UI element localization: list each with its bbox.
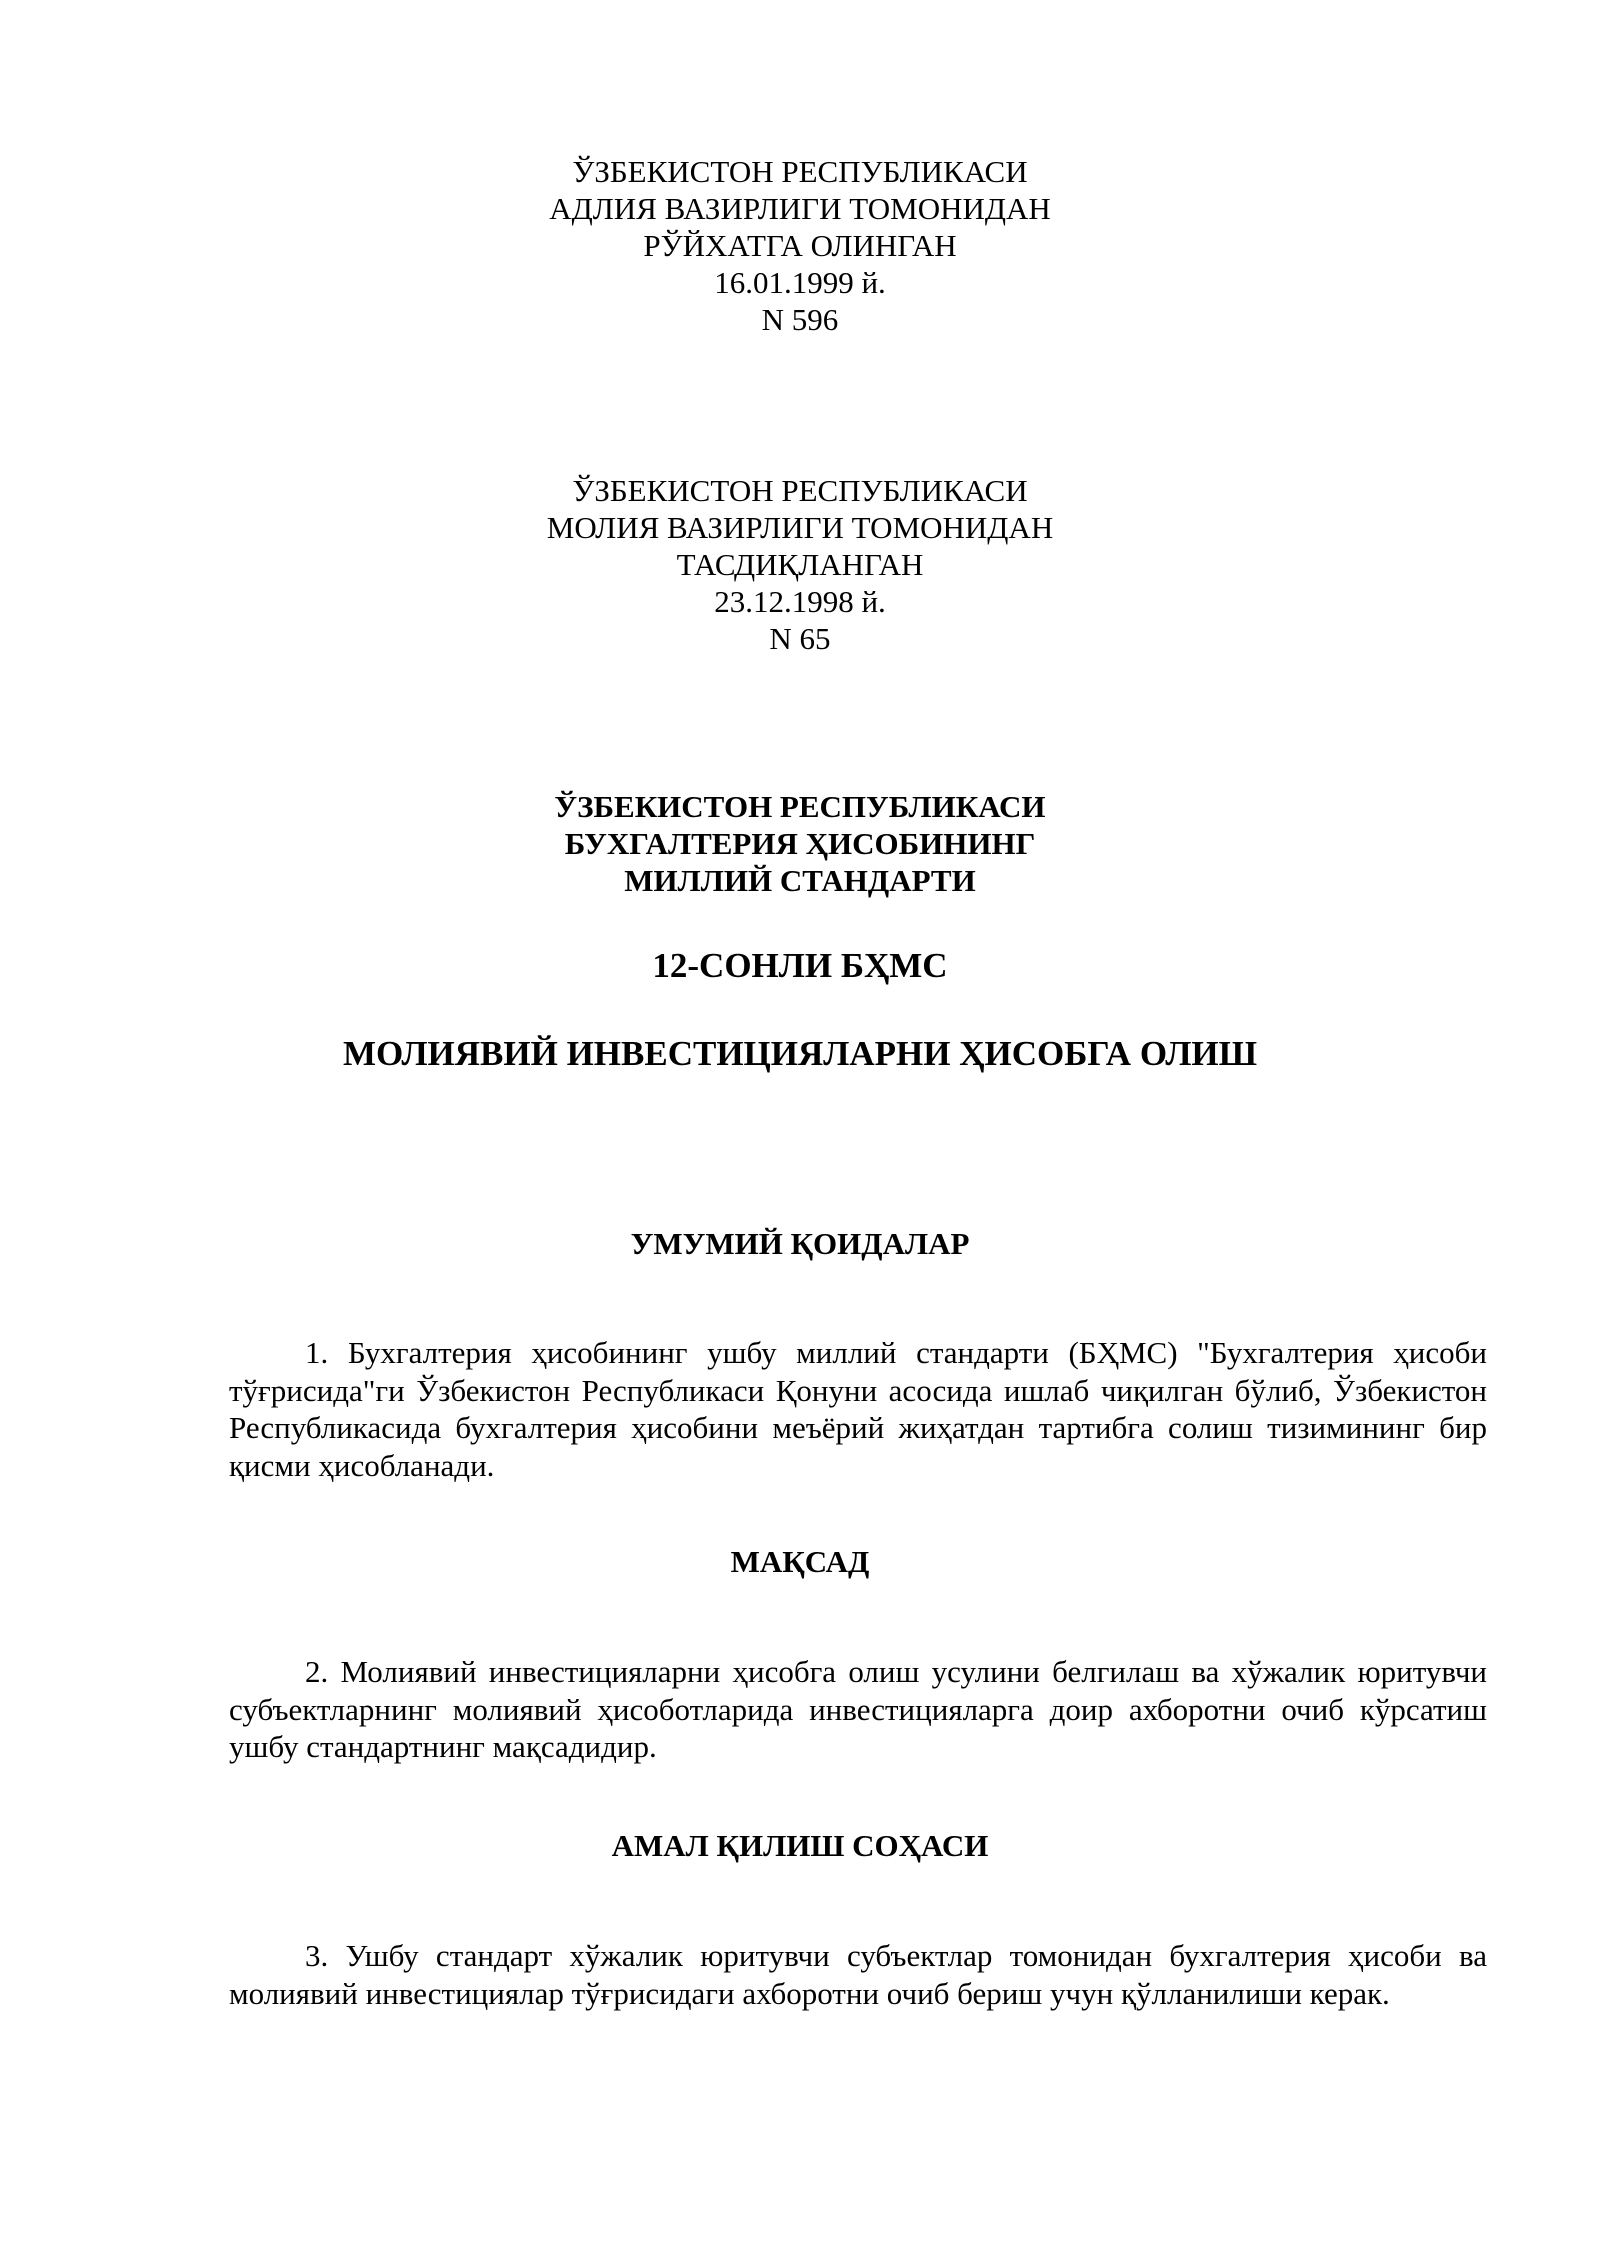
standard-title <box>0 788 1600 899</box>
standard-title-line: ЎЗБЕКИСТОН РЕСПУБЛИКАСИ <box>554 789 1046 824</box>
approval-stamp <box>0 472 1600 657</box>
paragraph-3: 3. Ушбу стандарт хўжалик юритувчи субъектлар томонидан бухгалтерия ҳисоби ва молиявий инвестициялар тўғрисидаги ахборотни очиб бериш учун қўлланилиши керак. <box>229 1938 1487 2011</box>
registration-line: АДЛИЯ ВАЗИРЛИГИ ТОМОНИДАН <box>549 191 1051 226</box>
document-title: МОЛИЯВИЙ ИНВЕСТИЦИЯЛАРНИ ҲИСОБГА ОЛИШ <box>342 1034 1258 1073</box>
approval-line: ЎЗБЕКИСТОН РЕСПУБЛИКАСИ <box>572 473 1028 508</box>
approval-number: N 65 <box>769 621 831 656</box>
approval-date: 23.12.1998 й. <box>714 584 886 619</box>
standard-number: 12-СОНЛИ БҲМС <box>652 946 948 985</box>
standard-title-line: БУХГАЛТЕРИЯ ҲИСОБИНИНГ <box>564 826 1036 861</box>
standard-title-line: МИЛЛИЙ СТАНДАРТИ <box>624 863 976 898</box>
registration-number: N 596 <box>761 302 839 337</box>
approval-line: МОЛИЯ ВАЗИРЛИГИ ТОМОНИДАН <box>546 510 1054 545</box>
section-heading-general: УМУМИЙ ҚОИДАЛАР <box>630 1226 970 1261</box>
section-heading-purpose: МАҚСАД <box>730 1544 870 1579</box>
registration-date: 16.01.1999 й. <box>714 265 886 300</box>
registration-stamp <box>0 153 1600 338</box>
registration-line: ЎЗБЕКИСТОН РЕСПУБЛИКАСИ <box>572 154 1028 189</box>
approval-line: ТАСДИҚЛАНГАН <box>676 547 924 582</box>
paragraph-2: 2. Молиявий инвестицияларни ҳисобга олиш усулини белгилаш ва хўжалик юритувчи субъектларнинг молиявий ҳисоботларида инвестицияларга доир ахборотни очиб кўрсатиш ушбу стандартнинг мақсадидир. <box>229 1654 1487 1764</box>
section-heading-scope: АМАЛ ҚИЛИШ СОҲАСИ <box>611 1828 989 1863</box>
registration-line: РЎЙХАТГА ОЛИНГАН <box>643 228 957 263</box>
paragraph-1: 1. Бухгалтерия ҳисобининг ушбу миллий стандарти (БҲМС) "Бухгалтерия ҳисоби тўғрисида"ги Ўзбекистон Республикаси Қонуни асосида ишлаб чиқилган бўлиб, Ўзбекистон Республикасида бухгалтерия ҳисобини меъёрий жиҳатдан тартибга солиш тизимининг бир қисми ҳисобланади. <box>229 1335 1487 1483</box>
